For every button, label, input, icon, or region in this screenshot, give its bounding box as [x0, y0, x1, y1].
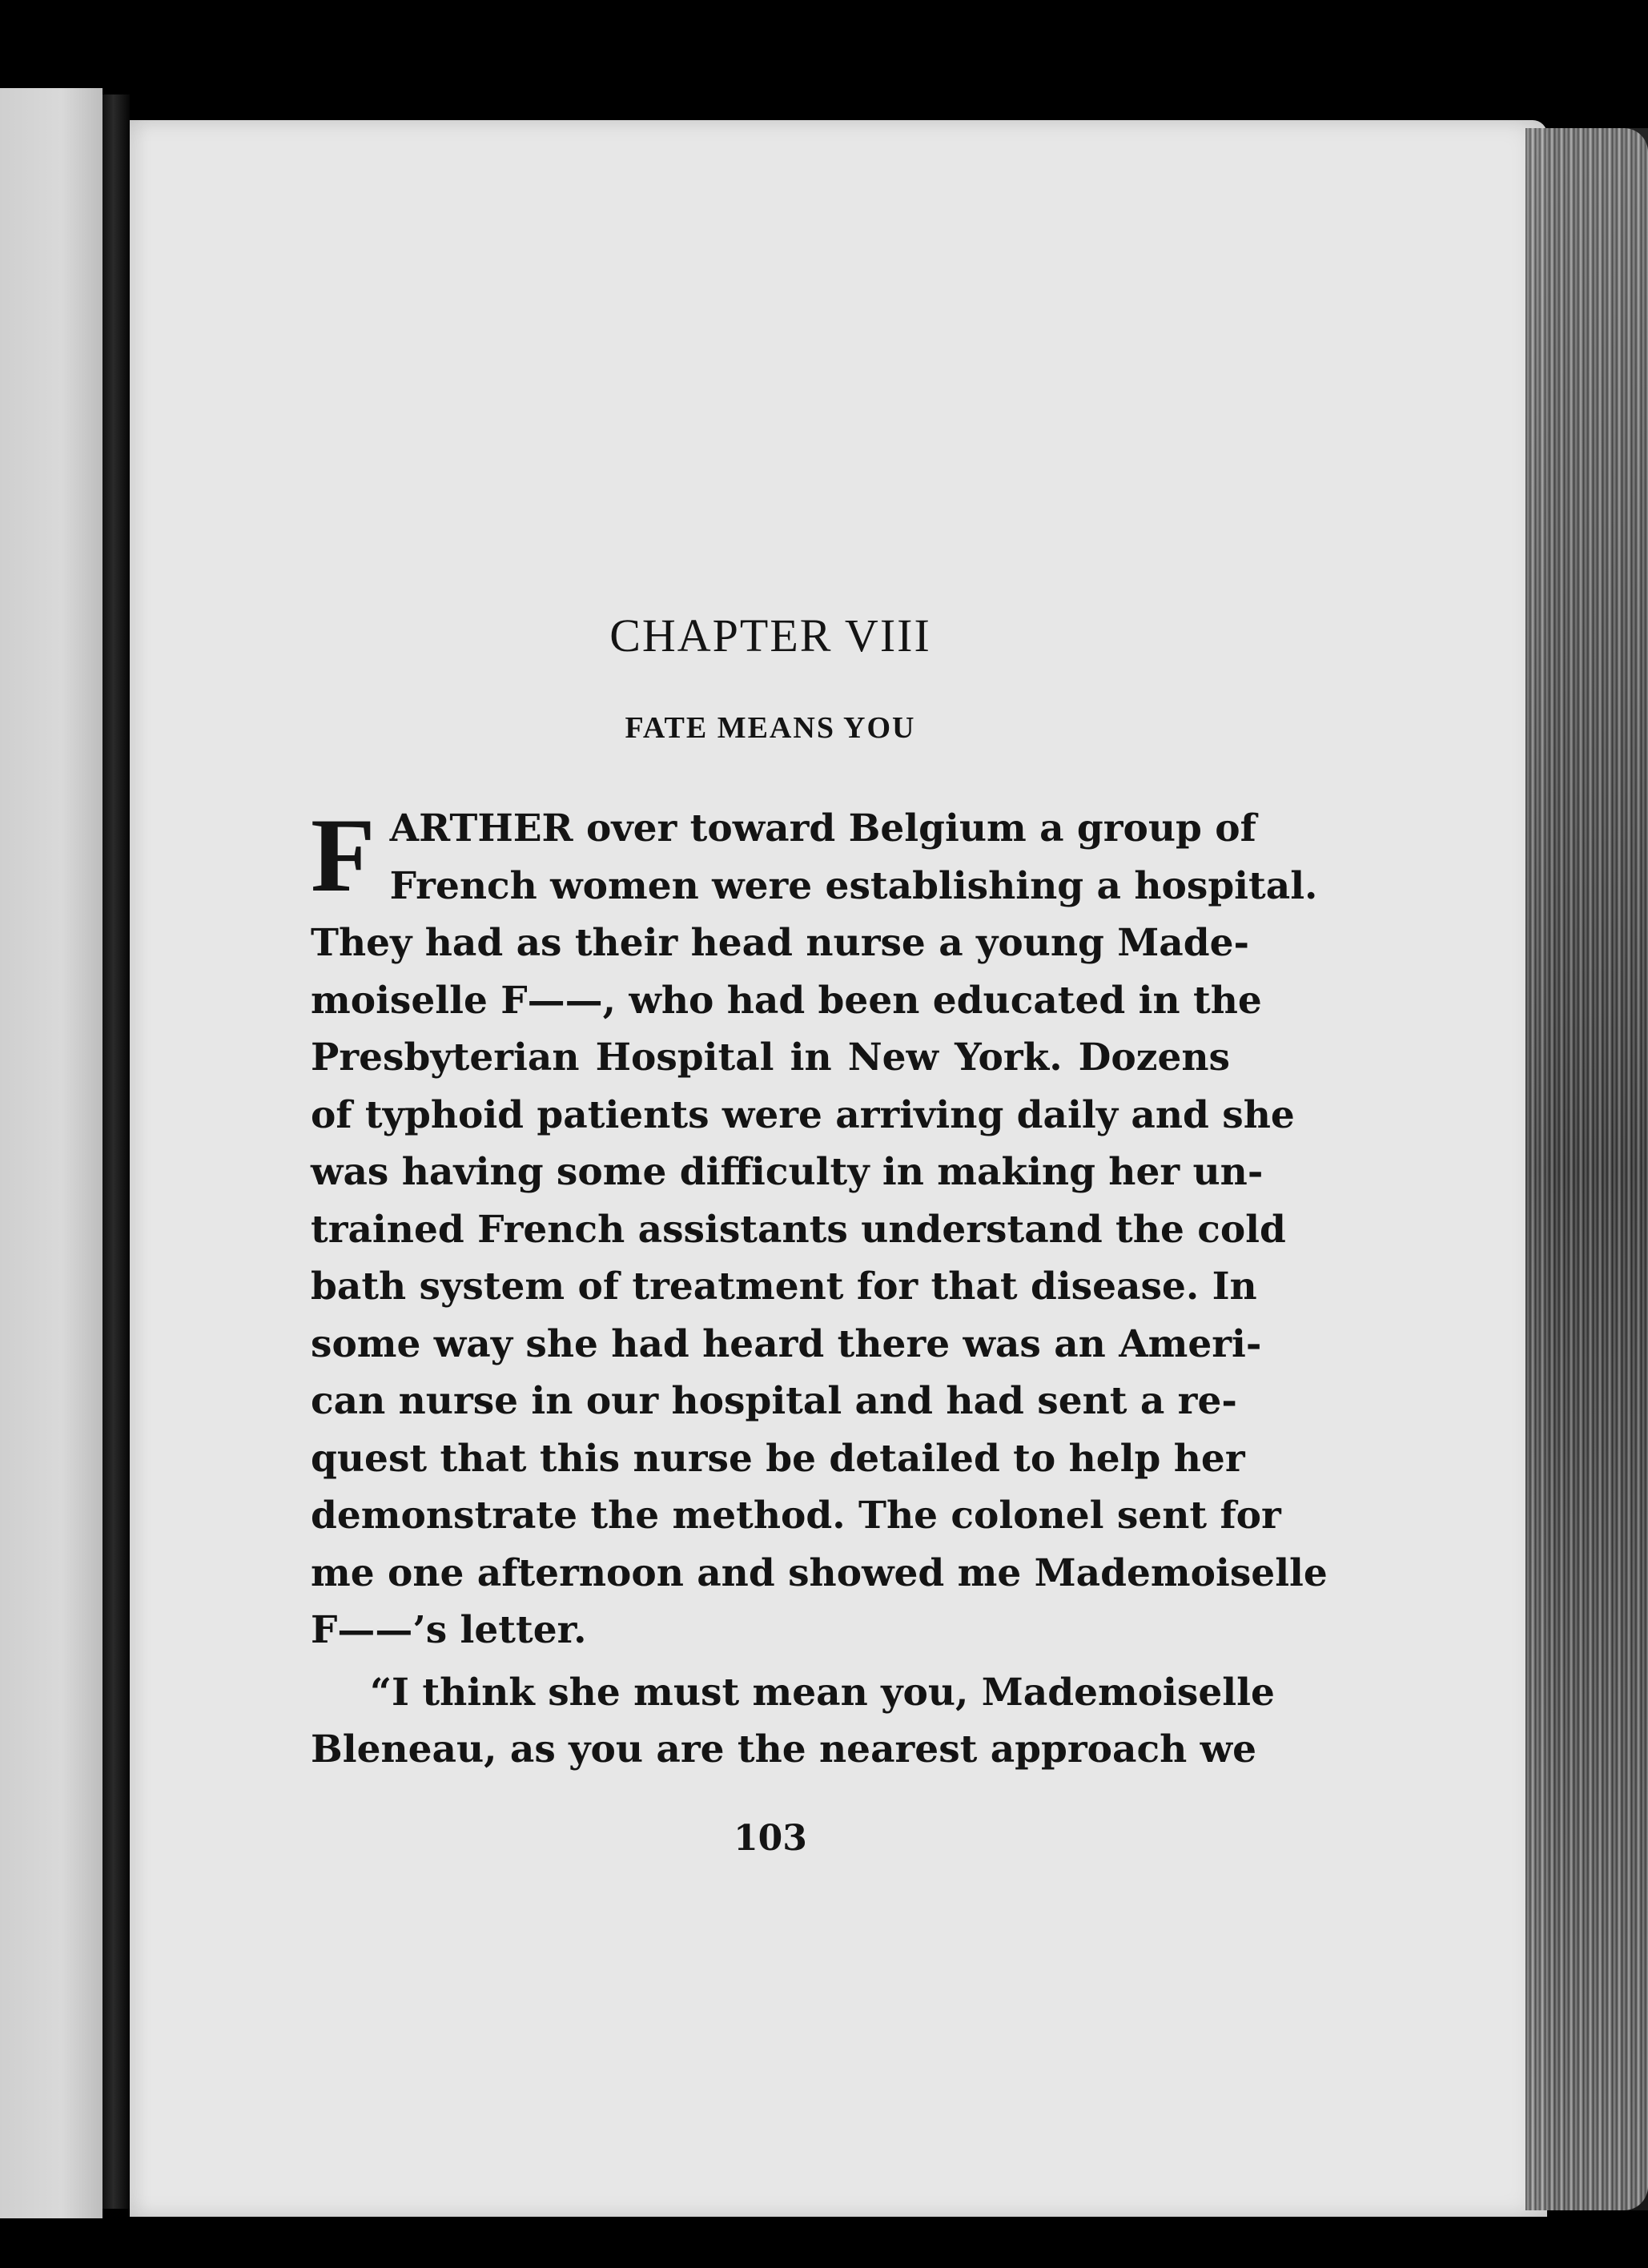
drop-cap: F: [311, 796, 376, 914]
text-line: French women were establishing a hospital.: [389, 863, 1318, 908]
page-fore-edge: [1525, 128, 1648, 2210]
text-line: can nurse in our hospital and had sent a re-: [311, 1379, 1237, 1423]
text-line: of typhoid patients were arriving daily and she: [311, 1092, 1295, 1137]
text-line: ARTHER over toward Belgium a group of: [389, 806, 1256, 850]
paragraph-1: [311, 796, 1328, 1659]
book-gutter: [102, 94, 130, 2209]
text-line: bath system of treatment for that disease. In: [311, 1265, 1257, 1309]
text-line: some way she had heard there was an Ameri-: [311, 1321, 1262, 1366]
text-line: trained French assistants understand the cold: [311, 1207, 1286, 1252]
text-line: demonstrate the method. The colonel sent for: [311, 1494, 1281, 1538]
text-line: Bleneau, as you are the nearest approach we: [311, 1727, 1256, 1771]
text-line: “I think she must mean you, Mademoiselle: [370, 1670, 1275, 1715]
facing-page-edge: [0, 88, 102, 2218]
chapter-title: FATE MEANS YOU: [625, 711, 916, 745]
text-line: moiselle F——, who had been educated in the: [311, 978, 1262, 1023]
text-line: was having some difficulty in making her un-: [311, 1150, 1264, 1194]
text-line: quest that this nurse be detailed to help her: [311, 1436, 1245, 1481]
text-line: F——’s letter.: [311, 1608, 587, 1652]
text-line: me one afternoon and showed me Mademoiselle: [311, 1550, 1328, 1595]
text-line: Presbyterian Hospital in New York. Dozens: [311, 1035, 1230, 1080]
page-text: [311, 609, 1328, 1779]
text-line: They had as their head nurse a young Made-: [311, 921, 1249, 965]
paragraph-2: [311, 1664, 1275, 1779]
chapter-number: CHAPTER VIII: [609, 609, 931, 662]
page-number: 103: [734, 1818, 807, 1859]
